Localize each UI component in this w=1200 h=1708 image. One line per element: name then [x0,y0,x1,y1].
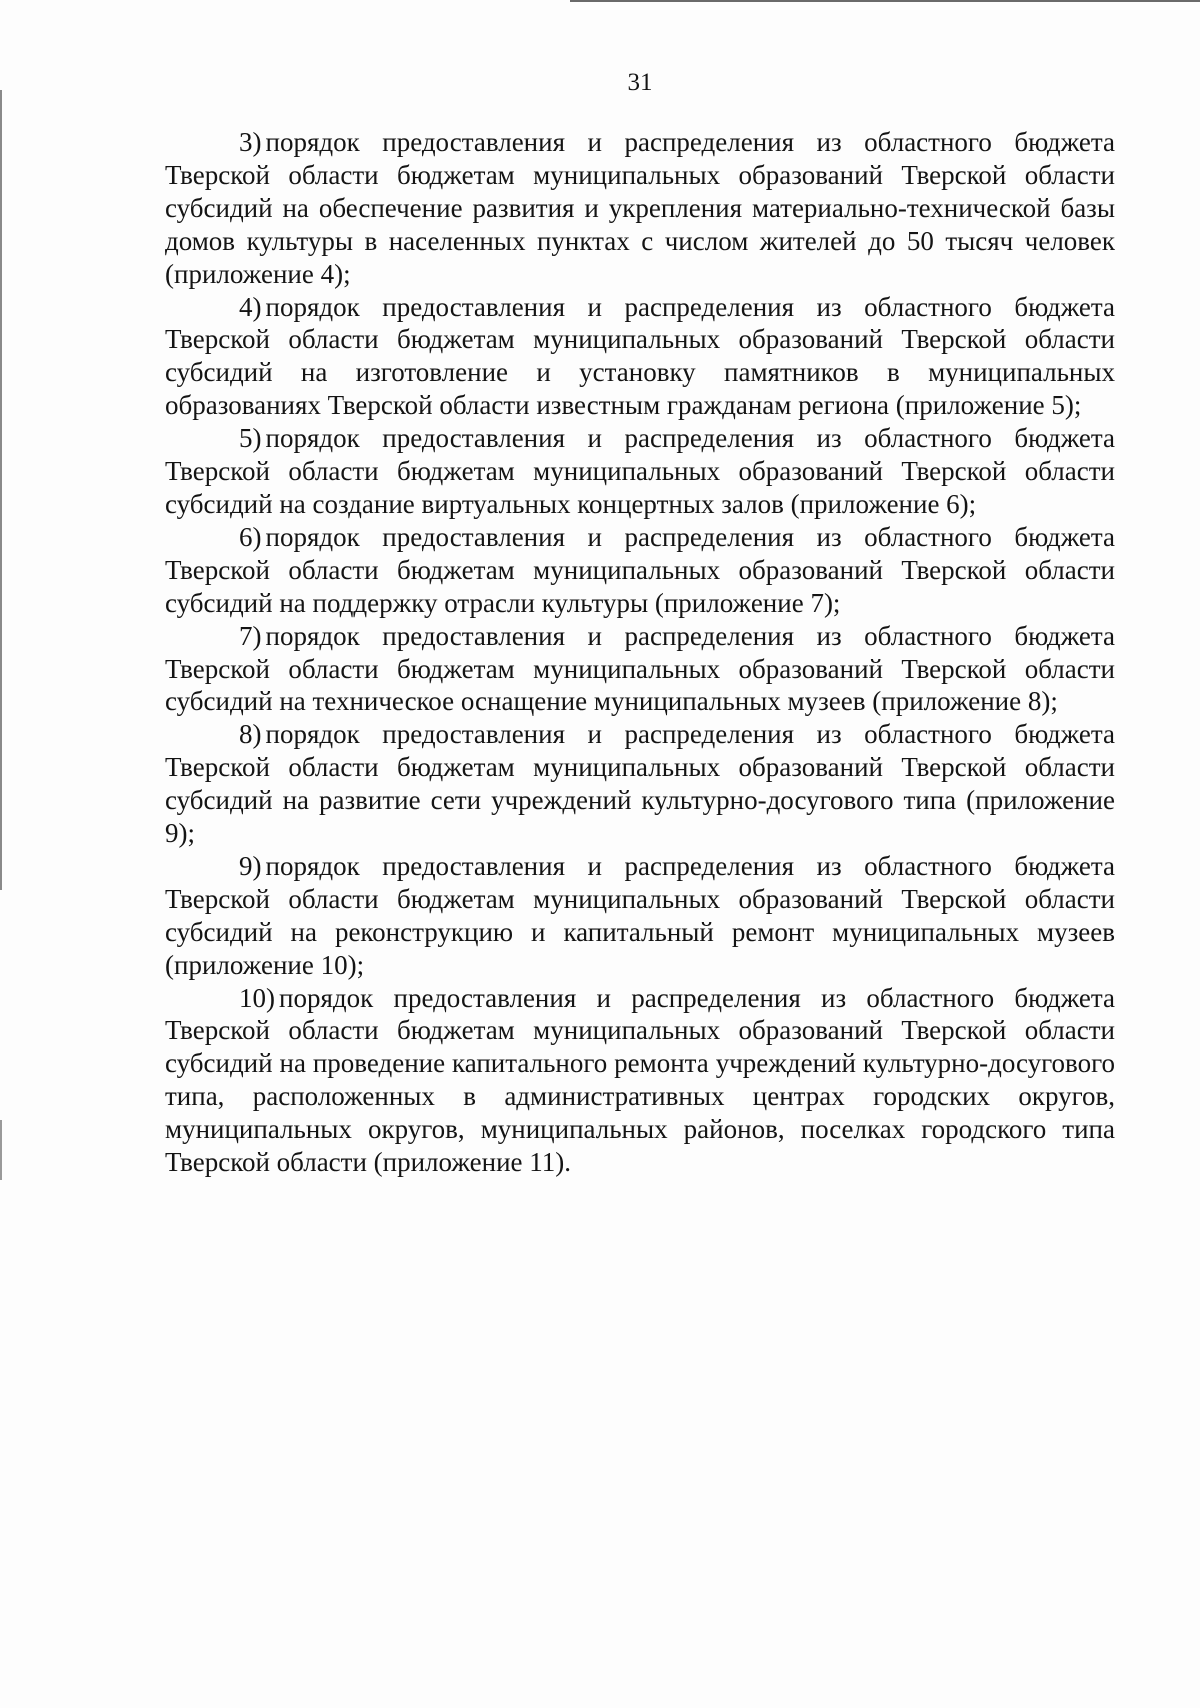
list-item [165,422,1115,521]
list-item-number: 5) [239,423,262,454]
list-item [165,521,1115,620]
list-item-number: 3) [239,127,262,157]
list-item-number: 4) [239,291,262,322]
list-item-number: 9) [239,850,262,881]
list-item-text: порядок предоставления и распределения из областного бюджета Тверской области бюджетам муниципальных образований Тверской области субсидий на изготовление и установку памятников в муниципальных образованиях Тверской области известным гражданам региона (приложение 5); [165,291,1115,421]
list-item [165,982,1115,1179]
list-item [165,718,1115,850]
list-item-number: 8) [239,719,262,750]
list-item [165,850,1115,982]
scan-edge-left-lower [0,1120,2,1180]
scan-edge-top [570,0,1200,2]
list-item-text: порядок предоставления и распределения из областного бюджета Тверской области бюджетам муниципальных образований Тверской области субсидий на поддержку отрасли культуры (приложение 7); [165,521,1115,618]
scan-edge-left [0,90,2,890]
list-item-text: порядок предоставления и распределения из областного бюджета Тверской области бюджетам муниципальных образований Тверской области субсидий на создание виртуальных концертных залов (приложение 6); [165,423,1115,519]
list-item-number: 7) [239,620,262,651]
list-item-number: 10) [239,982,275,1013]
document-body [165,126,1115,1179]
list-item-text: порядок предоставления и распределения из областного бюджета Тверской области бюджетам муниципальных образований Тверской области субсидий на развитие сети учреждений культурно-досугового типа (приложение 9); [165,719,1115,849]
list-item [165,291,1115,423]
list-item-text: порядок предоставления и распределения из областного бюджета Тверской области бюджетам муниципальных образований Тверской области субсидий на обеспечение развития и укрепления материально-технической базы домов культуры в населенных пунктах с числом жителей до 50 тысяч человек (приложение 4); [165,127,1115,289]
list-item-number: 6) [239,521,262,552]
list-item-text: порядок предоставления и распределения из областного бюджета Тверской области бюджетам муниципальных образований Тверской области субсидий на техническое оснащение муниципальных музеев (приложение 8); [165,620,1115,717]
list-item-text: порядок предоставления и распределения из областного бюджета Тверской области бюджетам муниципальных образований Тверской области субсидий на проведение капитального ремонта учреждений культурно-досугового типа, расположенных в административных центрах городских округов, муниципальных округов, муниципальных районов, поселках городского типа Тверской области (приложение 11). [165,982,1115,1178]
list-item [165,126,1115,291]
list-item [165,620,1115,719]
page-number: 31 [627,69,653,96]
list-item-text: порядок предоставления и распределения из областного бюджета Тверской области бюджетам муниципальных образований Тверской области субсидий на реконструкцию и капитальный ремонт муниципальных музеев (приложение 10); [165,850,1115,980]
